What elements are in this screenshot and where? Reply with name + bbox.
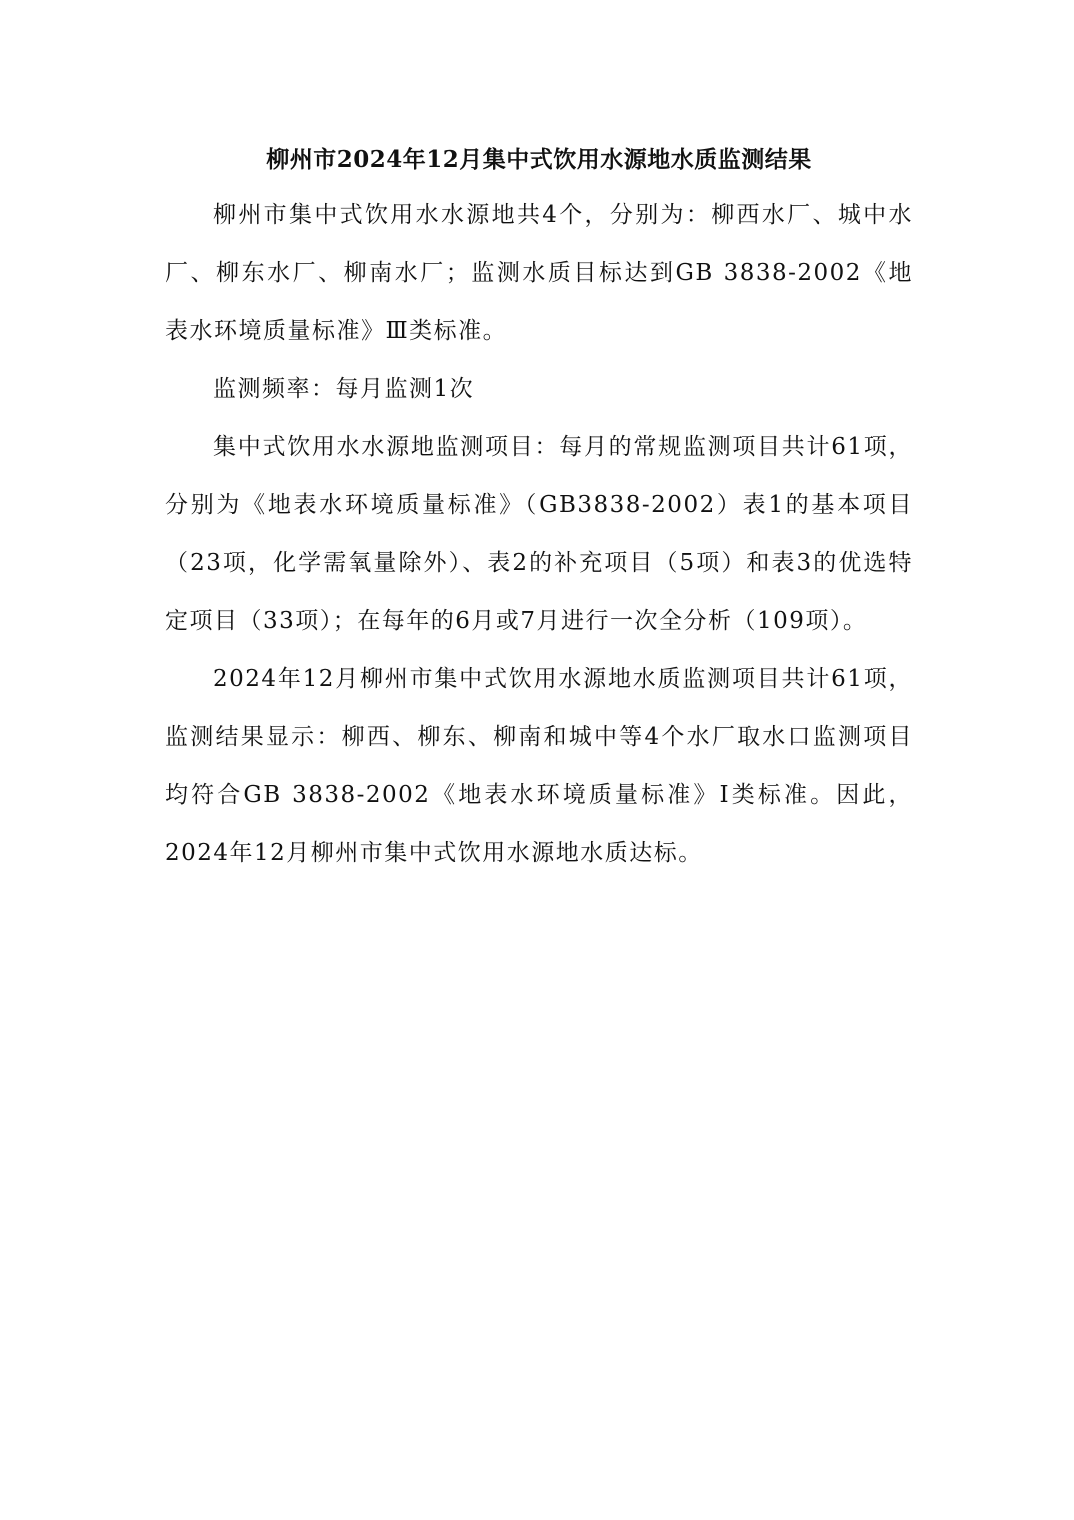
paragraph-monitoring-result: 2024年12月柳州市集中式饮用水源地水质监测项目共计61项，监测结果显示：柳西、柳东、柳南和城中等4个水厂取水口监测项目均符合GB 3838-2002《地表水环境质量标准》Ⅰ类标准。因此，2024年12月柳州市集中式饮用水源地水质达标。: [165, 666, 913, 866]
document-body: [165, 140, 913, 882]
paragraph-monitoring-items: 集中式饮用水水源地监测项目：每月的常规监测项目共计61项，分别为《地表水环境质量标准》（GB3838-2002）表1的基本项目（23项，化学需氧量除外）、表2的补充项目（5项）和表3的优选特定项目（33项）；在每年的6月或7月进行一次全分析（109项）。: [165, 434, 913, 634]
document-title: 柳州市2024年12月集中式饮用水源地水质监测结果: [266, 146, 812, 173]
paragraph-monitoring-frequency: 监测频率：每月监测1次: [213, 376, 475, 402]
paragraph-source-overview: 柳州市集中式饮用水水源地共4个，分别为：柳西水厂、城中水厂、柳东水厂、柳南水厂；监测水质目标达到GB 3838-2002《地表水环境质量标准》Ⅲ类标准。: [165, 202, 913, 344]
